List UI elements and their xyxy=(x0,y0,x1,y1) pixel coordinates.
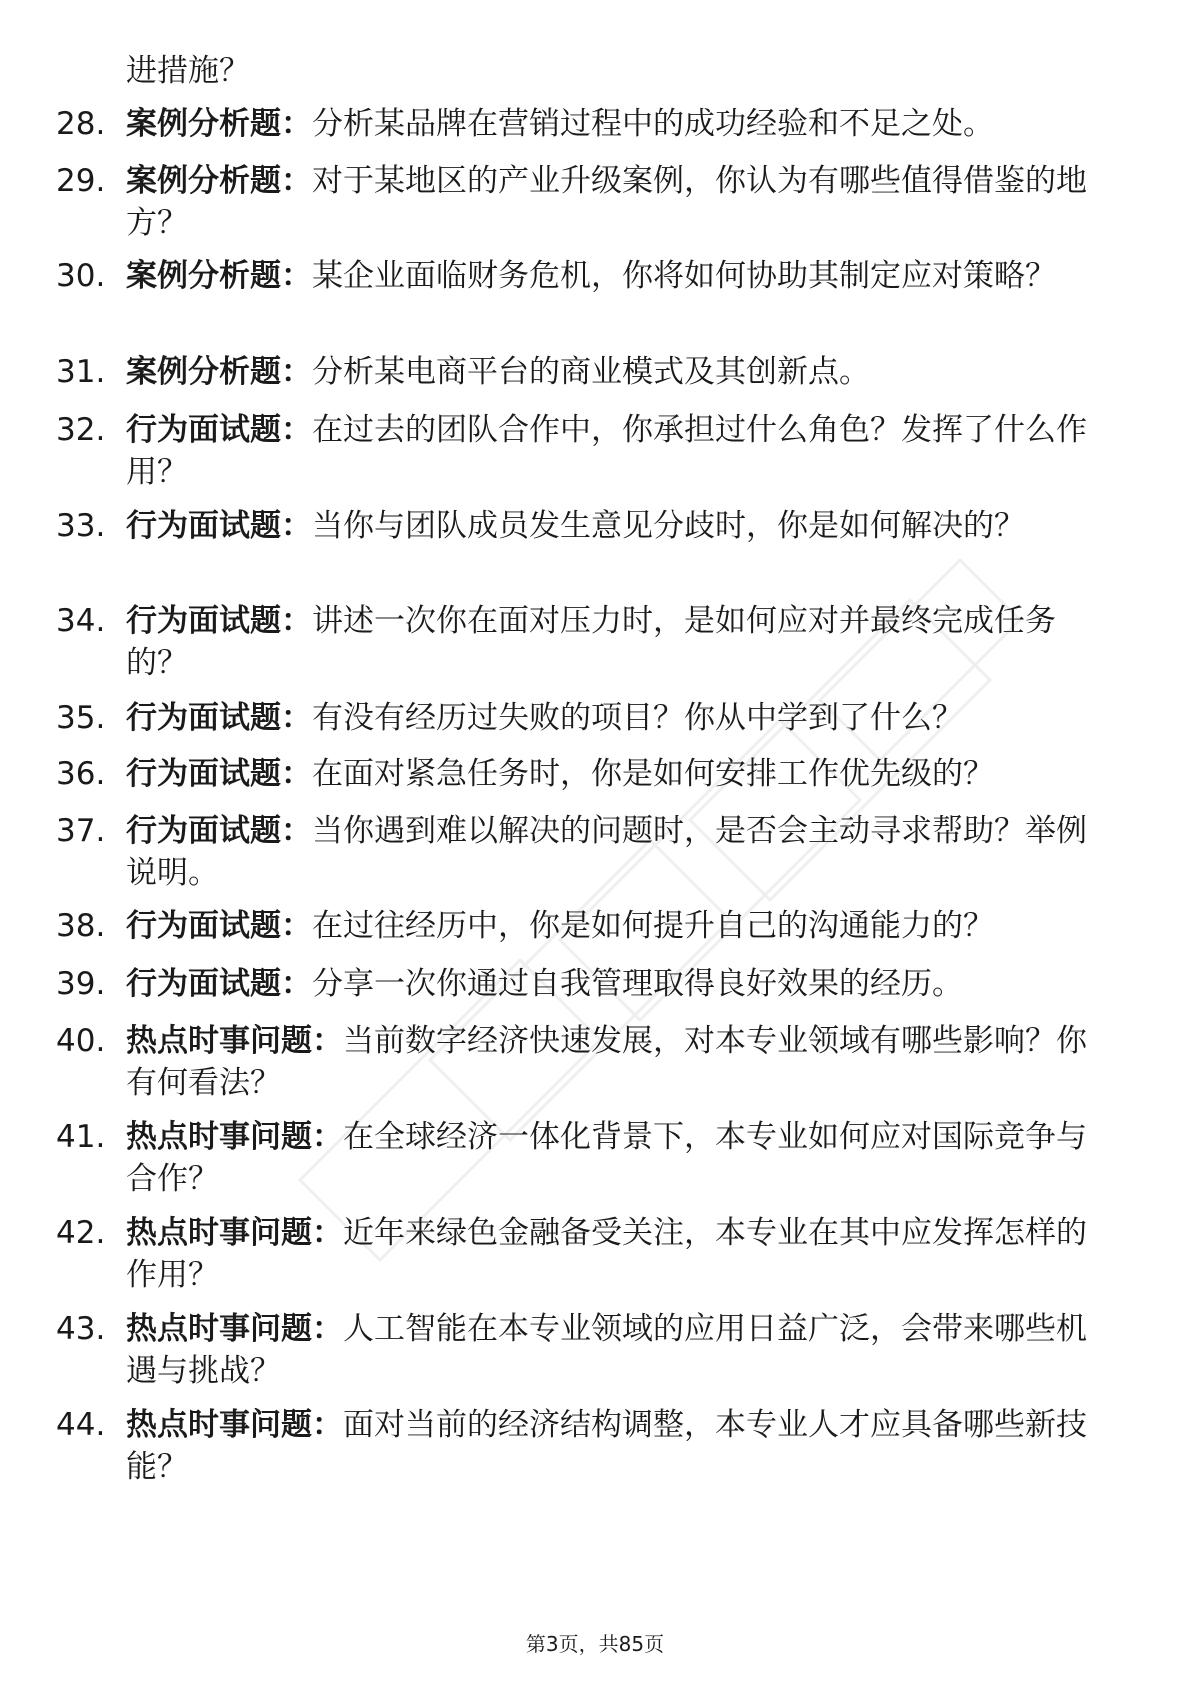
continuation-text: 进措施？ xyxy=(126,53,250,89)
question-body: 某企业面临财务危机，你将如何协助其制定应对策略？ xyxy=(312,258,1056,294)
question-body: 分析某品牌在营销过程中的成功经验和不足之处。 xyxy=(312,106,994,142)
question-category: 热点时事问题： xyxy=(126,1119,343,1155)
question-text xyxy=(126,1020,1111,1104)
question-body: 人工智能在本专业领域的应用日益广泛，会带来哪些机遇与挑战？ xyxy=(126,1311,1087,1389)
question-number: 43. xyxy=(56,1311,106,1347)
question-category: 热点时事问题： xyxy=(126,1215,343,1251)
question-category: 案例分析题： xyxy=(126,163,312,199)
question-category: 案例分析题： xyxy=(126,106,312,142)
question-category: 行为面试题： xyxy=(126,813,312,849)
question-body: 对于某地区的产业升级案例，你认为有哪些值得借鉴的地方？ xyxy=(126,163,1087,241)
question-category: 案例分析题： xyxy=(126,258,312,294)
question-number: 30. xyxy=(56,258,106,294)
question-text xyxy=(126,1212,1111,1296)
question-text xyxy=(126,409,1111,493)
question-body: 面对当前的经济结构调整，本专业人才应具备哪些新技能？ xyxy=(126,1407,1087,1485)
question-category: 行为面试题： xyxy=(126,756,312,792)
question-body: 近年来绿色金融备受关注，本专业在其中应发挥怎样的作用？ xyxy=(126,1215,1087,1293)
question-number: 28. xyxy=(56,106,106,142)
question-body: 在过去的团队合作中，你承担过什么角色？发挥了什么作用？ xyxy=(126,412,1087,490)
page-number-footer: 第3页，共85页 xyxy=(525,1632,665,1656)
question-body: 在过往经历中，你是如何提升自己的沟通能力的？ xyxy=(312,908,994,944)
question-category: 行为面试题： xyxy=(126,412,312,448)
question-number: 38. xyxy=(56,908,106,944)
question-number: 33. xyxy=(56,508,106,544)
question-text xyxy=(126,905,1111,947)
question-text xyxy=(126,963,1111,1005)
question-text xyxy=(126,103,1111,145)
question-text xyxy=(126,255,1111,297)
question-body: 分享一次你通过自我管理取得良好效果的经历。 xyxy=(312,966,963,1002)
question-body: 当你遇到难以解决的问题时，是否会主动寻求帮助？举例说明。 xyxy=(126,813,1087,891)
question-number: 42. xyxy=(56,1215,106,1251)
question-category: 热点时事问题： xyxy=(126,1407,343,1443)
question-category: 行为面试题： xyxy=(126,603,312,639)
question-number: 41. xyxy=(56,1119,106,1155)
question-body: 在面对紧急任务时，你是如何安排工作优先级的？ xyxy=(312,756,994,792)
question-category: 案例分析题： xyxy=(126,354,312,390)
question-number: 32. xyxy=(56,412,106,448)
question-number: 36. xyxy=(56,756,106,792)
question-number: 39. xyxy=(56,966,106,1002)
question-number: 37. xyxy=(56,813,106,849)
question-text xyxy=(126,810,1111,894)
question-body: 当前数字经济快速发展，对本专业领域有哪些影响？你有何看法？ xyxy=(126,1023,1087,1101)
question-text xyxy=(126,1308,1111,1392)
question-category: 行为面试题： xyxy=(126,966,312,1002)
question-text xyxy=(126,600,1111,684)
question-body: 讲述一次你在面对压力时，是如何应对并最终完成任务的？ xyxy=(126,603,1056,681)
question-text xyxy=(126,697,1111,739)
question-text xyxy=(126,1404,1111,1488)
question-number: 40. xyxy=(56,1023,106,1059)
question-category: 行为面试题： xyxy=(126,700,312,736)
question-number: 34. xyxy=(56,603,106,639)
question-body: 在全球经济一体化背景下，本专业如何应对国际竞争与合作？ xyxy=(126,1119,1087,1197)
question-category: 热点时事问题： xyxy=(126,1311,343,1347)
question-text xyxy=(126,160,1111,244)
question-text xyxy=(126,505,1111,547)
question-number: 29. xyxy=(56,163,106,199)
question-text xyxy=(126,351,1111,393)
question-body: 当你与团队成员发生意见分歧时，你是如何解决的？ xyxy=(312,508,1025,544)
question-body: 分析某电商平台的商业模式及其创新点。 xyxy=(312,354,870,390)
question-text xyxy=(126,1116,1111,1200)
question-number: 44. xyxy=(56,1407,106,1443)
question-body: 有没有经历过失败的项目？你从中学到了什么？ xyxy=(312,700,963,736)
question-category: 行为面试题： xyxy=(126,908,312,944)
question-category: 热点时事问题： xyxy=(126,1023,343,1059)
question-number: 31. xyxy=(56,354,106,390)
question-number: 35. xyxy=(56,700,106,736)
question-category: 行为面试题： xyxy=(126,508,312,544)
question-text xyxy=(126,753,1111,795)
